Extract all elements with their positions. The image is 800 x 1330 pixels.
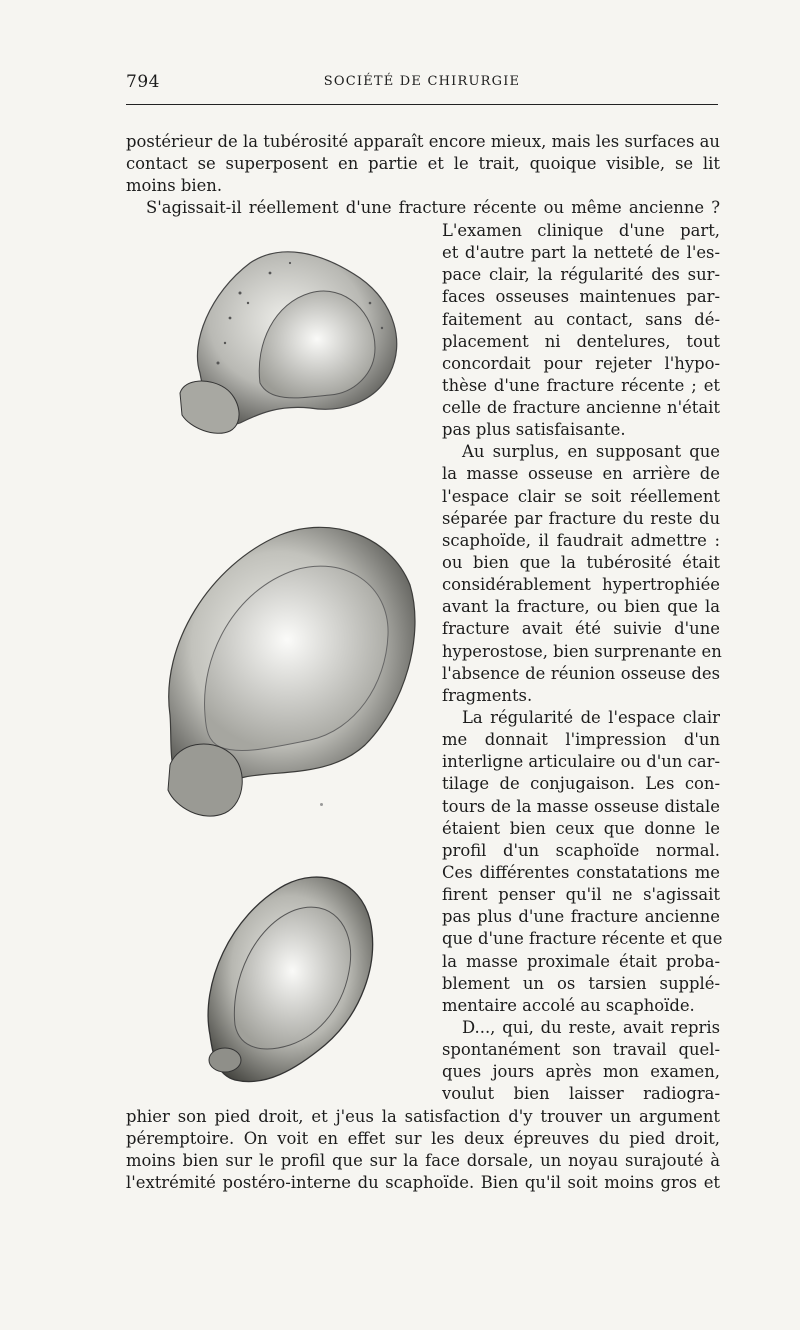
text-line: étaient bien ceux que donne le (442, 819, 720, 838)
text-line: mentaire accolé au scaphoïde. (442, 996, 695, 1015)
text-line: ou bien que la tubérosité était (442, 553, 720, 572)
text-line: moins bien. (126, 176, 223, 195)
text-line: blement un os tarsien supplé- (442, 974, 720, 993)
text-line: Ces différentes constatations me (442, 863, 720, 882)
running-title: SOCIÉTÉ DE CHIRURGIE (323, 74, 521, 89)
scaphoid-illustration-middle (150, 515, 420, 835)
text-line: faitement au contact, sans dé- (442, 310, 720, 329)
scaphoid-illustration-bottom (195, 865, 385, 1090)
text-line: phier son pied droit, et j'eus la satisfaction d'y trouver un argument (126, 1107, 720, 1126)
text-line: La régularité de l'espace clair (462, 708, 720, 727)
text-line: considérablement hypertrophiée (442, 575, 720, 594)
page-number: 794 (126, 72, 160, 92)
text-line: hyperostose, bien surprenante en (442, 642, 722, 661)
text-line: pace clair, la régularité des sur- (442, 265, 720, 284)
text-line: l'extrémité postéro-interne du scaphoïde. Bien qu'il soit moins gros et (126, 1173, 720, 1192)
text-line: firent penser qu'il ne s'agissait (442, 885, 720, 904)
text-line: moins bien sur le profil que sur la face dorsale, un noyau surajouté à (126, 1151, 720, 1170)
text-line: séparée par fracture du reste du (442, 509, 720, 528)
text-line: concordait pour rejeter l'hypo- (442, 354, 720, 373)
text-line: que d'une fracture récente et que (442, 929, 723, 948)
text-line: tours de la masse osseuse distale (442, 797, 720, 816)
print-speck (320, 803, 323, 806)
text-line: celle de fracture ancienne n'était (442, 398, 720, 417)
text-line: l'espace clair se soit réellement (442, 487, 720, 506)
scaphoid-illustration-top (170, 233, 410, 443)
header-rule (126, 104, 718, 105)
text-line: postérieur de la tubérosité apparaît encore mieux, mais les surfaces au (126, 132, 720, 151)
text-line: avant la fracture, ou bien que la (442, 597, 720, 616)
text-line: placement ni dentelures, tout (442, 332, 720, 351)
text-line: S'agissait-il réellement d'une fracture récente ou même ancienne ? (146, 198, 720, 217)
text-line: et d'autre part la netteté de l'es- (442, 243, 720, 262)
text-line: tilage de conjugaison. Les con- (442, 774, 720, 793)
bone-illustrations (140, 225, 430, 1095)
text-line: Au surplus, en supposant que (462, 442, 720, 461)
text-line: la masse osseuse en arrière de (442, 464, 720, 483)
text-line: profil d'un scaphoïde normal. (442, 841, 720, 860)
text-line: thèse d'une fracture récente ; et (442, 376, 720, 395)
text-line: péremptoire. On voit en effet sur les deux épreuves du pied droit, (126, 1129, 720, 1148)
page-header (126, 72, 718, 94)
text-line: faces osseuses maintenues par- (442, 287, 720, 306)
text-line: contact se superposent en partie et le trait, quoique visible, se lit (126, 154, 720, 173)
text-line: pas plus satisfaisante. (442, 420, 626, 439)
text-line: D..., qui, du reste, avait repris (462, 1018, 720, 1037)
text-line: fragments. (442, 686, 533, 705)
text-line: interligne articulaire ou d'un car- (442, 752, 720, 771)
text-line: la masse proximale était proba- (442, 952, 720, 971)
text-line: spontanément son travail quel- (442, 1040, 720, 1059)
text-line: l'absence de réunion osseuse des (442, 664, 720, 683)
text-line: fracture avait été suivie d'une (442, 619, 720, 638)
text-line: pas plus d'une fracture ancienne (442, 907, 720, 926)
text-line: voulut bien laisser radiogra- (442, 1084, 720, 1103)
text-line: L'examen clinique d'une part, (442, 221, 720, 240)
text-line: me donnait l'impression d'un (442, 730, 720, 749)
text-line: ques jours après mon examen, (442, 1062, 720, 1081)
text-line: scaphoïde, il faudrait admettre : (442, 531, 720, 550)
